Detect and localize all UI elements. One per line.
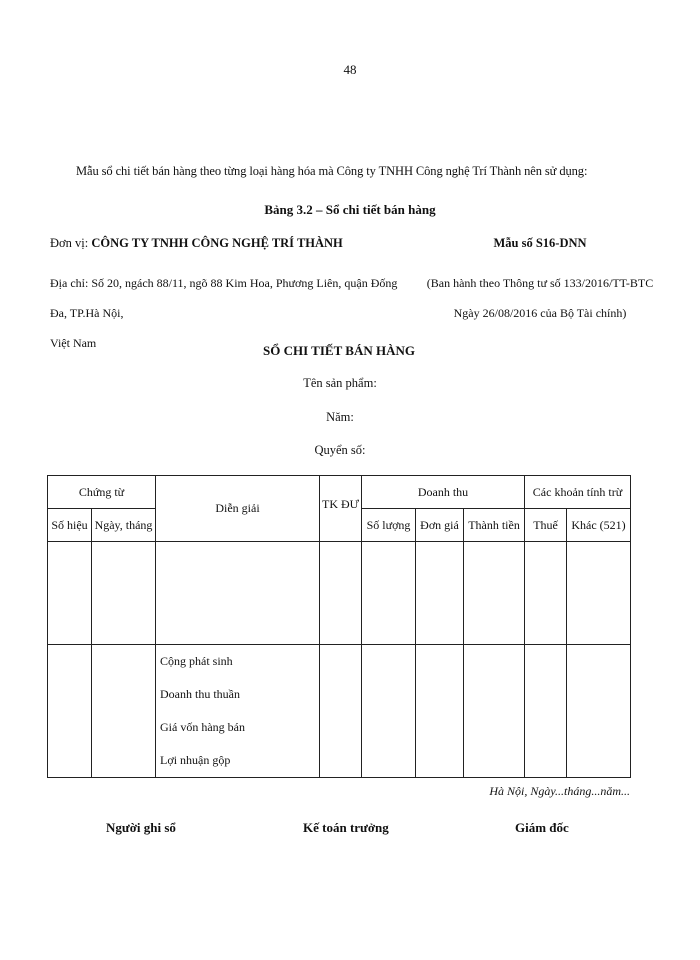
table-cell xyxy=(320,645,362,778)
table-cell xyxy=(567,645,631,778)
address-line-1: Địa chỉ: Số 20, ngách 88/11, ngõ 88 Kim Hoa, Phương Liên, quận Đống Đa, TP.Hà Nội, xyxy=(50,276,398,320)
table-cell xyxy=(92,542,156,645)
summary-total-arising: Cộng phát sinh xyxy=(160,654,233,668)
header-voucher: Chứng từ xyxy=(48,476,156,509)
table-cell xyxy=(416,542,464,645)
table-cell xyxy=(567,542,631,645)
header-deductions: Các khoản tính trừ xyxy=(525,476,631,509)
summary-cost-of-goods: Giá vốn hàng bán xyxy=(160,720,245,734)
document-title: SỔ CHI TIẾT BÁN HÀNG xyxy=(263,343,415,358)
form-issued-note xyxy=(420,268,660,328)
issued-line-2: Ngày 26/08/2016 của Bộ Tài chính) xyxy=(453,306,627,320)
table-cell xyxy=(48,645,92,778)
header-other: Khác (521) xyxy=(567,509,631,542)
table-cell xyxy=(464,542,525,645)
table-cell xyxy=(416,645,464,778)
table-cell xyxy=(525,645,567,778)
company-name: CÔNG TY TNHH CÔNG NGHỆ TRÍ THÀNH xyxy=(91,236,343,250)
unit-label: Đơn vị: xyxy=(50,236,89,250)
header-tax: Thuế xyxy=(525,509,567,542)
header-amount: Thành tiền xyxy=(464,509,525,542)
table-cell xyxy=(48,542,92,645)
address-line-2: Việt Nam xyxy=(50,336,97,350)
summary-row xyxy=(48,645,631,778)
header-voucher-no: Số hiệu xyxy=(48,509,92,542)
table-cell xyxy=(362,542,416,645)
summary-cell xyxy=(156,645,320,778)
header-voucher-date: Ngày, tháng xyxy=(92,509,156,542)
table-cell xyxy=(156,542,320,645)
year-field: Năm: xyxy=(326,410,354,424)
header-unit-price: Đơn giá xyxy=(416,509,464,542)
book-number-field: Quyển số: xyxy=(314,443,366,457)
table-cell xyxy=(92,645,156,778)
sales-ledger-table xyxy=(47,475,631,778)
summary-net-revenue: Doanh thu thuần xyxy=(160,687,241,701)
table-caption: Bảng 3.2 – Sổ chi tiết bán hàng xyxy=(264,202,436,217)
header-revenue: Doanh thu xyxy=(362,476,525,509)
issued-line-1: (Ban hành theo Thông tư số 133/2016/TT-BTC xyxy=(426,276,654,290)
date-line: Hà Nội, Ngày...tháng...năm... xyxy=(489,784,630,798)
header-counter-account: TK ĐƯ xyxy=(320,476,362,542)
header-quantity: Số lượng xyxy=(362,509,416,542)
product-name-field: Tên sản phẩm: xyxy=(303,376,377,390)
header-description: Diễn giải xyxy=(156,476,320,542)
table-cell xyxy=(525,542,567,645)
signature-director: Giám đốc xyxy=(515,820,569,835)
table-cell xyxy=(464,645,525,778)
table-cell xyxy=(362,645,416,778)
page-number: 48 xyxy=(343,62,357,77)
summary-gross-profit: Lợi nhuận gộp xyxy=(160,753,231,767)
table-row xyxy=(48,542,631,645)
table-cell xyxy=(320,542,362,645)
form-code: Mẫu số S16-DNN xyxy=(493,236,587,250)
unit-line xyxy=(50,236,343,251)
signature-chief-accountant: Kế toán trưởng xyxy=(303,820,389,835)
signature-recorder: Người ghi sổ xyxy=(106,820,176,835)
intro-paragraph: Mẫu sổ chi tiết bán hàng theo từng loại hàng hóa mà Công ty TNHH Công nghệ Trí Thành nên sử dụng: xyxy=(76,164,588,178)
